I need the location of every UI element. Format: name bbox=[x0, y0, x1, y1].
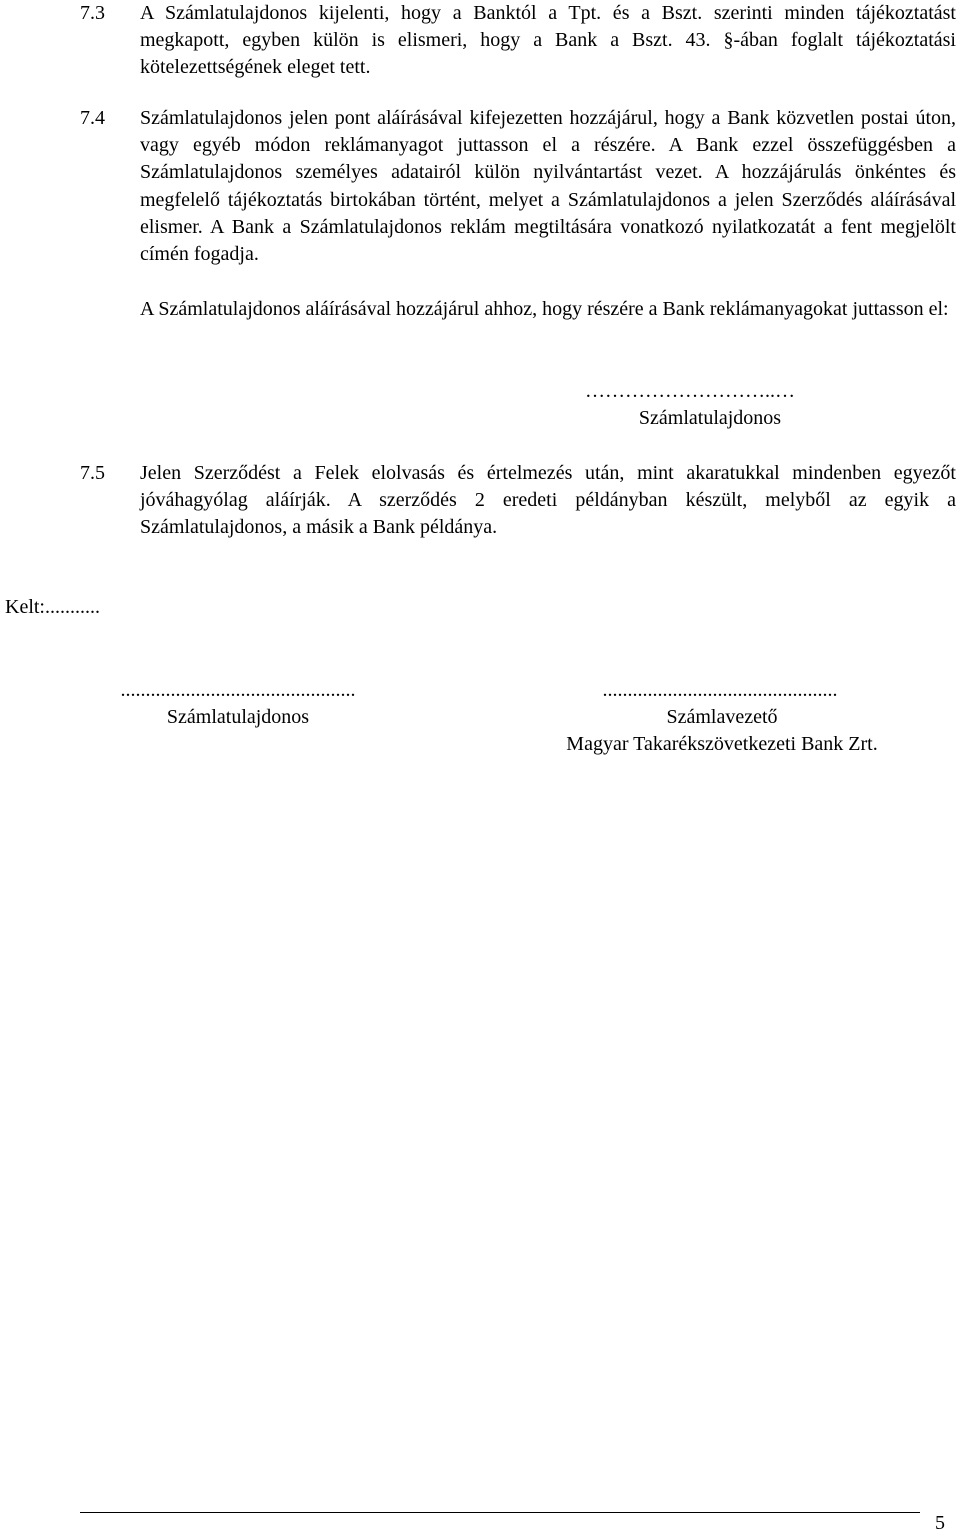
consent-signature-label: Számlatulajdonos bbox=[638, 407, 782, 429]
section-number: 7.5 bbox=[80, 462, 105, 484]
page-number: 5 bbox=[935, 1512, 945, 1534]
left-signature-label: Számlatulajdonos bbox=[166, 706, 310, 728]
kelt-date-field: Kelt:........... bbox=[5, 596, 100, 618]
consent-paragraph: A Számlatulajdonos aláírásával hozzájárul ahhoz, hogy részére a Bank reklámanyagokat juttasson el: bbox=[140, 298, 949, 320]
consent-signature-line: ………………………..… bbox=[585, 380, 795, 402]
section-number: 7.4 bbox=[80, 107, 105, 129]
section-number: 7.3 bbox=[80, 2, 105, 24]
footer-rule bbox=[80, 1512, 920, 1513]
left-signature-line: ............................................... bbox=[120, 679, 356, 701]
right-signature-org: Magyar Takarékszövetkezeti Bank Zrt. bbox=[566, 733, 878, 755]
section-text: Számlatulajdonos jelen pont aláírásával kifejezetten hozzájárul, hogy a Bank közvetlen postai úton, vagy egyéb módon reklámanyagot juttasson el a részére. A Bank ezzel összefüggésben a Számlatulajdonos személyes adatairól külön nyilvántartást vezet. A hozzájárulás önkéntes és megfelelő tájékoztatás birtokában történt, melyet a Számlatulajdonos a jelen Szerződés aláírásával elismer. A Bank a Számlatulajdonos reklám megtiltására vonatkozó nyilatkozatát a fent megjelölt címén fogadja. bbox=[140, 107, 956, 266]
section-text: A Számlatulajdonos kijelenti, hogy a Banktól a Tpt. és a Bszt. szerinti minden tájékoztatást megkapott, egyben külön is elismeri, hogy a Bank a Bszt. 43. §-ában foglalt tájékoztatási kötelezettségének eleget tett. bbox=[140, 2, 956, 79]
right-signature-label: Számlavezető bbox=[666, 706, 778, 728]
section-text: Jelen Szerződést a Felek elolvasás és értelmezés után, mint akaratukkal mindenben egyezőt jóváhagyólag aláírják. A szerződés 2 eredeti példányban készült, melyből az egyik a Számlatulajdonos, a másik a Bank példánya. bbox=[140, 462, 956, 539]
right-signature-line: ............................................... bbox=[602, 679, 838, 701]
